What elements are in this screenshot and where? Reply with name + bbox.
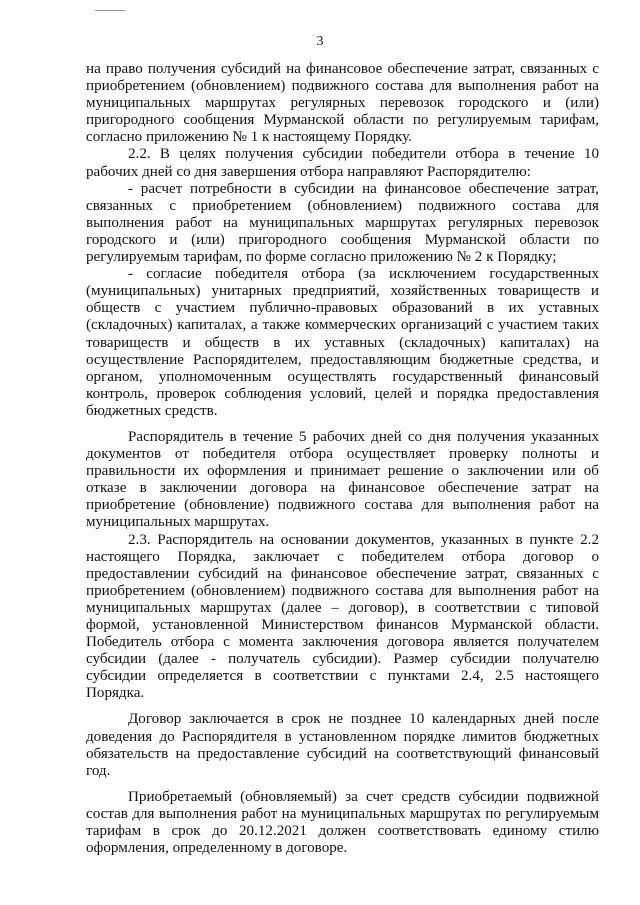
paragraph-list-item-consent: - согласие победителя отбора (за исключением государственных (муниципальных) унитарных предприятий, хозяйственных товариществ и обществ с участием публично-правовых образований в их уставных (складочных) капиталах, а также коммерческих организаций с участием таких товариществ и обществ в их уставных (складочных) капиталах) на осуществление Распорядителем, предоставляющим бюджетные средства, и органом, уполномоченным осуществлять государственный финансовый контроль, проверок соблюдения условий, целей и порядка предоставления бюджетных средств. — [86, 266, 599, 419]
page-number: 3 — [316, 34, 324, 49]
paragraph-contract-term: Договор заключается в срок не позднее 10 календарных дней после доведения до Распорядителя в установленном порядке лимитов бюджетных обязательств на предоставление субсидий на соответствующий финансовый год. — [86, 711, 599, 779]
paragraph-2-3: 2.3. Распорядитель на основании документов, указанных в пункте 2.2 настоящего Порядка, заключает с победителем отбора договор о предоставлении субсидий на финансовое обеспечение затрат, связанных с приобретением (обновлением) подвижного состава для выполнения работ на муниципальных маршрутах (далее – договор), в соответствии с типовой формой, установленной Министерством финансов Мурманской области. Победитель отбора с момента заключения договора является получателем субсидии (далее - получатель субсидии). Размер субсидии получателю субсидии определяется в соответствии с пунктами 2.4, 2.5 настоящего Порядка. — [86, 531, 599, 702]
scan-corner-mark — [95, 10, 125, 11]
paragraph-list-item-calculation: - расчет потребности в субсидии на финансовое обеспечение затрат, связанных с приобретением (обновлением) подвижного состава для выполнения работ на муниципальных маршрутах регулярных перевозок городского и (или) пригородного сообщения Мурманской области по регулируемым тарифам, по форме согласно приложению № 2 к Порядку; — [86, 180, 599, 266]
paragraph-review: Распорядитель в течение 5 рабочих дней со дня получения указанных документов от победителя отбора осуществляет проверку полноты и правильности их оформления и принимает решение о заключении или об отказе в заключении договора на финансовое обеспечение затрат на приобретение (обновление) подвижного состава для выполнения работ на муниципальных маршрутах. — [86, 428, 599, 531]
paragraph-styling-requirement: Приобретаемый (обновляемый) за счет средств субсидии подвижной состав для выполнения работ на муниципальных маршрутах по регулируемым тарифам в срок до 20.12.2021 должен соответствовать единому стилю оформления, определенному в договоре. — [86, 788, 599, 857]
paragraph-2-2: 2.2. В целях получения субсидии победители отбора в течение 10 рабочих дней со дня завершения отбора направляют Распорядителю: — [86, 146, 599, 180]
document-body — [86, 61, 599, 857]
paragraph-continuation: на право получения субсидий на финансовое обеспечение затрат, связанных с приобретением (обновлением) подвижного состава для выполнения работ на муниципальных маршрутах регулярных перевозок городского и (или) пригородного сообщения Мурманской области по регулируемым тарифам, согласно приложению № 1 к настоящему Порядку. — [86, 61, 599, 146]
